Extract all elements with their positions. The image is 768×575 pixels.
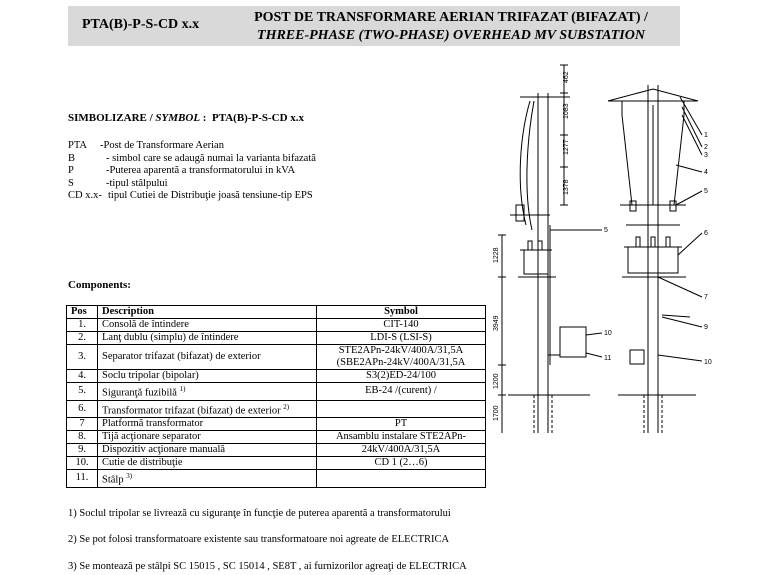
- row-pos: 11.: [67, 470, 98, 488]
- callout-10-side: 10: [604, 330, 612, 337]
- table-row: [67, 400, 486, 418]
- table-row: [67, 332, 486, 345]
- row-pos: 2.: [67, 332, 98, 345]
- title-romanian: POST DE TRANSFORMARE AERIAN TRIFAZAT (BIFAZAT) /: [254, 10, 648, 25]
- col-pos: Pos: [67, 306, 98, 319]
- header-bar: [68, 6, 680, 46]
- table-row: [67, 345, 486, 370]
- front-operating-device: [630, 350, 644, 364]
- symbol-separator: :: [200, 112, 207, 124]
- dim-1083: 1083: [563, 103, 570, 119]
- row-symbol: LDI-S (LSI-S): [317, 332, 486, 345]
- footnote-ref: 1): [179, 385, 186, 393]
- substation-drawing: [490, 55, 768, 435]
- row-symbol: S3(2)ED-24/100: [317, 370, 486, 383]
- footnote-2: 2) Se pot folosi transformatoare existente sau transformatoare noi agreate de ELECTRICA: [68, 534, 450, 545]
- table-header-row: [67, 306, 486, 319]
- table-row: [67, 383, 486, 401]
- side-distribution-box: [560, 327, 586, 357]
- row-symbol: PT: [317, 418, 486, 431]
- dim-1200: 1200: [493, 373, 500, 389]
- row-pos: 1.: [67, 319, 98, 332]
- table-row: [67, 470, 486, 488]
- footnote-3: 3) Se montează pe stâlpi SC 15015 , SC 15014 , SE8T , ai furnizorilor agreaţi de ELECTRICA: [68, 561, 467, 572]
- row-pos: 5.: [67, 383, 98, 401]
- callout-2: 2: [704, 144, 708, 151]
- callout-6: 6: [704, 230, 708, 237]
- components-table: [66, 305, 486, 488]
- footnote-ref: 3): [126, 472, 133, 480]
- row-symbol: [317, 470, 486, 488]
- row-desc-text: Stâlp: [102, 474, 127, 486]
- table-row: [67, 319, 486, 332]
- symbol-label-en: SYMBOL: [155, 112, 201, 124]
- row-symbol: EB-24 /(curent) /: [317, 383, 486, 401]
- dim-1277: 1277: [563, 139, 570, 155]
- col-description: Description: [98, 306, 317, 319]
- row-desc-text: Transformator trifazat (bifazat) de exterior: [102, 405, 284, 416]
- title-english: THREE-PHASE (TWO-PHASE) OVERHEAD MV SUBSTATION: [257, 28, 645, 43]
- callout-3: 3: [704, 152, 708, 159]
- row-desc: [98, 470, 317, 488]
- row-symbol: Ansamblu instalare STE2APn-: [317, 431, 486, 444]
- callout-5-side: 5: [604, 227, 608, 234]
- row-symbol: CD 1 (2…6): [317, 457, 486, 470]
- callout-11-side: 11: [604, 355, 612, 362]
- row-desc: Soclu tripolar (bipolar): [98, 370, 317, 383]
- row-desc: Cutie de distribuţie: [98, 457, 317, 470]
- callout-10: 10: [704, 359, 712, 366]
- components-title: Components:: [68, 279, 131, 291]
- dim-1700: 1700: [493, 405, 500, 421]
- symbol-value: PTA(B)-P-S-CD x.x: [211, 112, 305, 124]
- legend-text: -tipul stâlpului: [106, 177, 168, 189]
- table-row: [67, 418, 486, 431]
- symbol-label: SIMBOLIZARE /: [68, 112, 156, 124]
- col-symbol: Symbol: [317, 306, 486, 319]
- dim-3949: 3949: [493, 315, 500, 331]
- dim-462: 462: [563, 71, 570, 83]
- callout-5: 5: [704, 188, 708, 195]
- callout-7: 7: [704, 294, 708, 301]
- row-desc: Platformă transformator: [98, 418, 317, 431]
- row-desc: Lanţ dublu (simplu) de întindere: [98, 332, 317, 345]
- footnote-1: 1) Soclul tripolar se livrează cu siguranţe în funcţie de puterea aparentă a transformatorului: [68, 508, 451, 519]
- front-downlead: [622, 115, 632, 205]
- row-desc: [98, 400, 317, 418]
- callout-4: 4: [704, 169, 708, 176]
- header-code: PTA(B)-P-S-CD x.x: [82, 17, 200, 32]
- footnote-ref: 2): [283, 402, 290, 411]
- table-row: [67, 370, 486, 383]
- table-row: [67, 457, 486, 470]
- legend-key: CD x.x-: [68, 190, 102, 202]
- callout-9: 9: [704, 324, 708, 331]
- table-row: [67, 444, 486, 457]
- legend-text: tipul Cutiei de Distribuţie joasă tensiune-tip EPS: [108, 190, 313, 202]
- legend-key: B: [68, 152, 76, 164]
- legend-key: P: [68, 165, 74, 177]
- row-pos: 3.: [67, 345, 98, 370]
- row-desc-text: Siguranţă fuzibilă: [102, 387, 180, 399]
- row-symbol-line2: (SBE2APn-24kV/400A/31,5A: [336, 357, 466, 368]
- row-symbol: 24kV/400A/31,5A: [317, 444, 486, 457]
- row-desc: Tijă acţionare separator: [98, 431, 317, 444]
- row-desc: [98, 383, 317, 401]
- front-console: [608, 89, 698, 101]
- row-desc: Consolă de întindere: [98, 319, 317, 332]
- row-symbol: CIT-140: [317, 319, 486, 332]
- row-desc: Separator trifazat (bifazat) de exterior: [98, 345, 317, 370]
- legend-text: - simbol care se adaugă numai la varianta bifazată: [106, 152, 316, 164]
- legend-text: -Post de Transformare Aerian: [100, 140, 224, 151]
- row-pos: 4.: [67, 370, 98, 383]
- row-pos: 9.: [67, 444, 98, 457]
- row-symbol: [317, 400, 486, 418]
- row-pos: 7: [67, 418, 98, 431]
- callout-1: 1: [704, 132, 708, 139]
- callout-leader: [680, 97, 702, 135]
- row-desc: Dispozitiv acţionare manuală: [98, 444, 317, 457]
- legend-key: PTA: [68, 140, 87, 151]
- row-symbol: [317, 345, 486, 370]
- table-row: [67, 431, 486, 444]
- dim-1228: 1228: [493, 247, 500, 263]
- row-pos: 10.: [67, 457, 98, 470]
- row-pos: 6.: [67, 400, 98, 418]
- legend-key: S: [68, 177, 74, 189]
- dim-1378: 1378: [563, 179, 570, 195]
- row-pos: 8.: [67, 431, 98, 444]
- front-transformer: [628, 247, 678, 273]
- row-symbol-line1: STE2APn-24kV/400A/31,5A: [338, 345, 464, 356]
- legend-text: -Puterea aparentă a transformatorului in kVA: [106, 165, 296, 177]
- symbol-line: [68, 112, 304, 124]
- side-transformer: [524, 250, 548, 274]
